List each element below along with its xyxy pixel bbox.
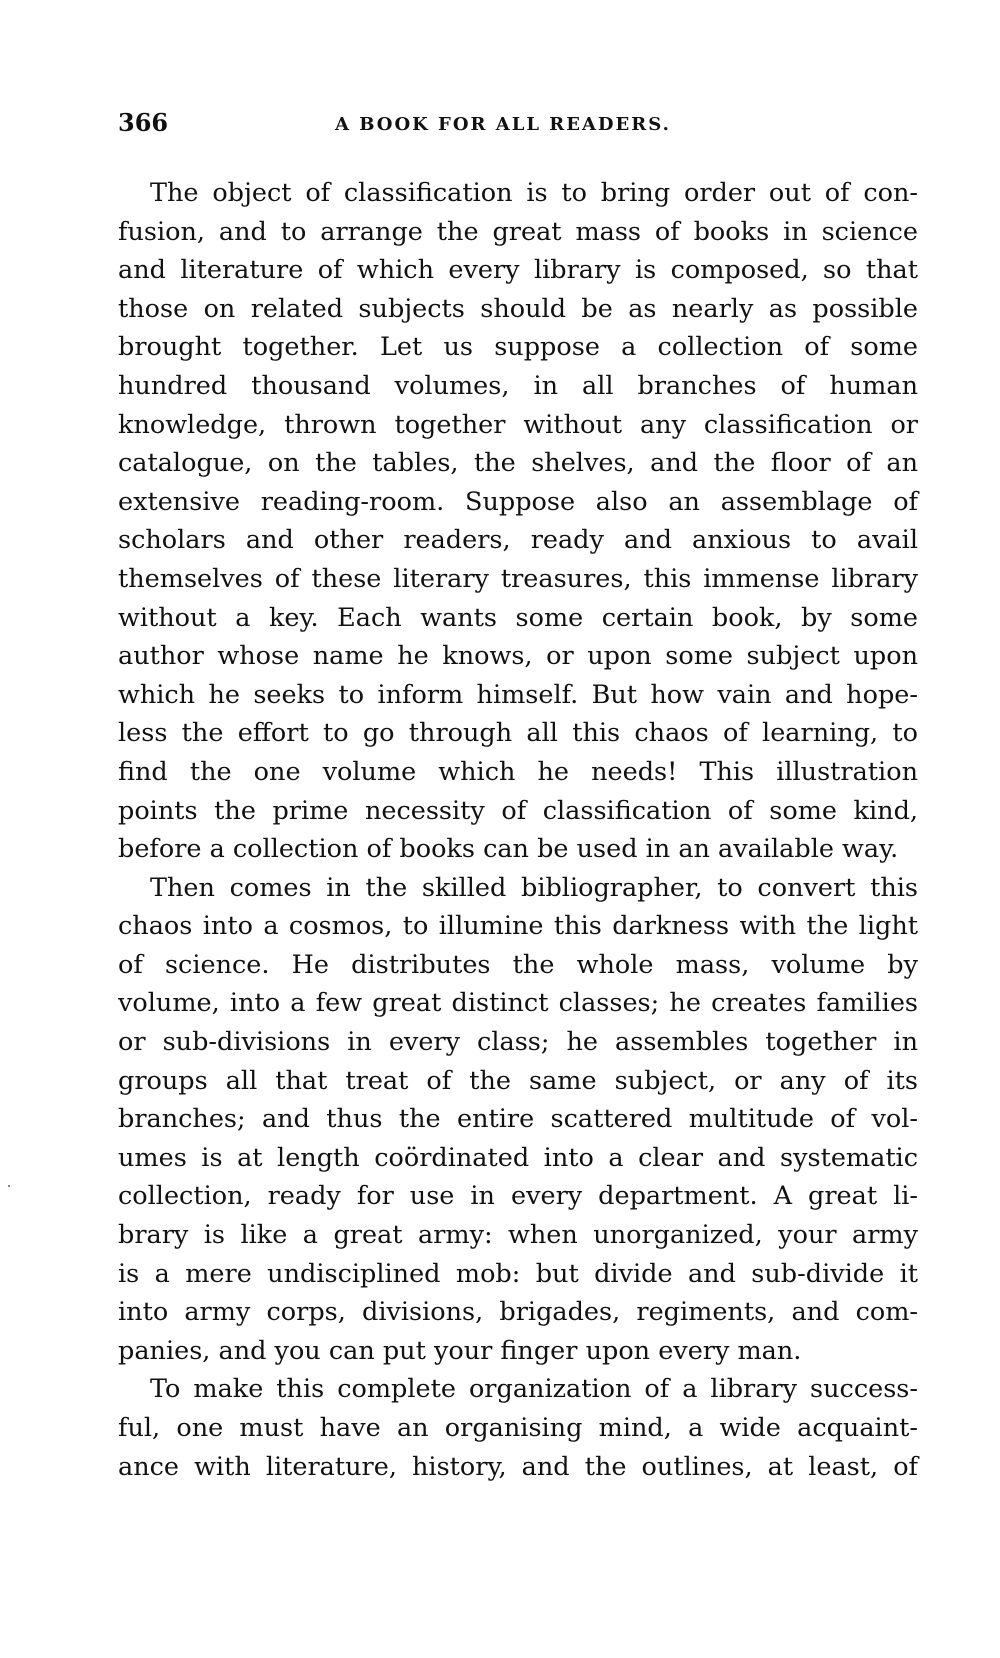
text-line: without a key. Each wants some certain book, by some [118, 602, 918, 633]
text-line: catalogue, on the tables, the shelves, and the floor of an [118, 448, 918, 479]
page-number: 366 [118, 108, 169, 137]
text-line: To make this complete organization of a library success- [150, 1374, 918, 1405]
text-line: fusion, and to arrange the great mass of books in science [118, 216, 918, 247]
body-text [118, 174, 918, 1486]
paragraph [118, 869, 918, 1371]
text-line: volume, into a few great distinct classes; he creates families [118, 988, 918, 1019]
text-line: collection, ready for use in every department. A great li- [118, 1181, 918, 1212]
text-line: ance with literature, history, and the outlines, at least, of [118, 1451, 918, 1482]
scan-artifact [8, 1185, 10, 1187]
text-line: is a mere undisciplined mob: but divide and sub-divide it [118, 1258, 918, 1289]
text-line: and literature of which every library is composed, so that [118, 255, 918, 286]
text-line: brought together. Let us suppose a collection of some [118, 332, 918, 363]
text-line: branches; and thus the entire scattered multitude of vol- [118, 1104, 918, 1135]
text-line: author whose name he knows, or upon some subject upon [118, 641, 918, 672]
text-line: brary is like a great army: when unorganized, your army [118, 1220, 918, 1251]
text-line: groups all that treat of the same subject, or any of its [118, 1065, 918, 1096]
text-line: points the prime necessity of classification of some kind, [118, 795, 918, 826]
text-line: of science. He distributes the whole mass, volume by [118, 949, 918, 980]
text-line: panies, and you can put your finger upon every man. [118, 1335, 802, 1366]
text-line: those on related subjects should be as nearly as possible [118, 293, 918, 324]
text-line: chaos into a cosmos, to illumine this darkness with the light [118, 911, 918, 942]
page-header [118, 108, 918, 144]
text-line: Then comes in the skilled bibliographer, to convert this [150, 872, 918, 903]
running-title: A BOOK FOR ALL READERS. [335, 114, 671, 135]
text-line: scholars and other readers, ready and anxious to avail [118, 525, 918, 556]
text-line: extensive reading-room. Suppose also an assemblage of [118, 486, 918, 517]
text-line: before a collection of books can be used in an available way. [118, 834, 899, 865]
text-line: hundred thousand volumes, in all branches of human [118, 370, 918, 401]
text-line: into army corps, divisions, brigades, regiments, and com- [118, 1297, 918, 1328]
text-line: which he seeks to inform himself. But how vain and hope- [118, 679, 918, 710]
text-line: knowledge, thrown together without any classification or [118, 409, 918, 440]
text-line: less the effort to go through all this chaos of learning, to [118, 718, 918, 749]
text-line: umes is at length coördinated into a clear and systematic [118, 1142, 918, 1173]
text-line: or sub-divisions in every class; he assembles together in [118, 1027, 918, 1058]
text-line: themselves of these literary treasures, this immense library [118, 563, 918, 594]
text-line: find the one volume which he needs! This illustration [118, 756, 918, 787]
paragraph [118, 174, 918, 869]
text-line: ful, one must have an organising mind, a wide acquaint- [118, 1413, 918, 1443]
text-line: The object of classification is to bring order out of con- [150, 178, 918, 208]
paragraph [118, 1370, 918, 1486]
